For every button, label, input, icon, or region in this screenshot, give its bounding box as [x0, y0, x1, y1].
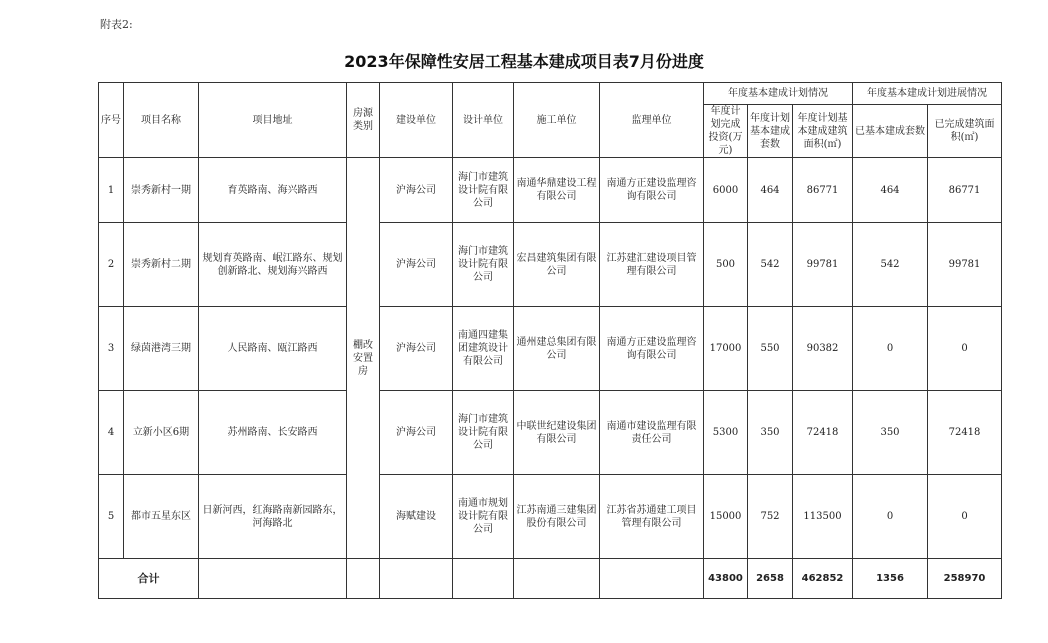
table-row — [99, 223, 1002, 307]
table-row — [99, 307, 1002, 391]
row-done-units: 0 — [853, 475, 928, 559]
row-designer: 海门市建筑设计院有限公司 — [453, 223, 514, 307]
total-investment: 43800 — [704, 559, 748, 599]
row-name: 都市五星东区 — [124, 475, 199, 559]
header-contractor: 施工单位 — [514, 83, 600, 158]
total-done-units: 1356 — [853, 559, 928, 599]
header-plan-area: 年度计划基本建成建筑面积(㎡) — [793, 105, 853, 158]
total-row — [99, 559, 1002, 599]
header-done-area: 已完成建筑面积(㎡) — [928, 105, 1002, 158]
progress-table — [98, 82, 1002, 599]
row-address: 苏州路南、长安路西 — [199, 391, 347, 475]
total-empty-cell — [347, 559, 380, 599]
row-done-area: 99781 — [928, 223, 1002, 307]
row-designer: 南通四建集团建筑设计有限公司 — [453, 307, 514, 391]
row-address: 规划育英路南、岷江路东、规划创新路北、规划海兴路西 — [199, 223, 347, 307]
row-supervisor: 南通市建设监理有限责任公司 — [600, 391, 704, 475]
total-label: 合计 — [99, 559, 199, 599]
row-supervisor: 南通方正建设监理咨询有限公司 — [600, 307, 704, 391]
row-builder: 海赋建设 — [380, 475, 453, 559]
housing-type-cell: 棚改安置房 — [347, 158, 380, 559]
row-contractor: 南通华鼎建设工程有限公司 — [514, 158, 600, 223]
row-done-units: 350 — [853, 391, 928, 475]
row-contractor: 通州建总集团有限公司 — [514, 307, 600, 391]
row-builder: 沪海公司 — [380, 307, 453, 391]
header-progress-group: 年度基本建成计划进展情况 — [853, 83, 1002, 105]
row-area: 99781 — [793, 223, 853, 307]
row-seq: 4 — [99, 391, 124, 475]
header-plan-units: 年度计划基本建成套数 — [748, 105, 793, 158]
row-builder: 沪海公司 — [380, 158, 453, 223]
row-contractor: 中联世纪建设集团有限公司 — [514, 391, 600, 475]
row-seq: 2 — [99, 223, 124, 307]
row-area: 72418 — [793, 391, 853, 475]
row-done-area: 0 — [928, 307, 1002, 391]
attachment-note: 附表2: — [100, 18, 133, 31]
row-done-area: 0 — [928, 475, 1002, 559]
row-address: 人民路南、瓯江路西 — [199, 307, 347, 391]
table-row — [99, 475, 1002, 559]
row-contractor: 江苏南通三建集团股份有限公司 — [514, 475, 600, 559]
row-units: 464 — [748, 158, 793, 223]
row-done-area: 86771 — [928, 158, 1002, 223]
row-contractor: 宏昌建筑集团有限公司 — [514, 223, 600, 307]
row-area: 113500 — [793, 475, 853, 559]
row-builder: 沪海公司 — [380, 391, 453, 475]
row-area: 90382 — [793, 307, 853, 391]
total-done-area: 258970 — [928, 559, 1002, 599]
row-designer: 南通市规划设计院有限公司 — [453, 475, 514, 559]
row-investment: 5300 — [704, 391, 748, 475]
row-supervisor: 南通方正建设监理咨询有限公司 — [600, 158, 704, 223]
total-empty-cell — [600, 559, 704, 599]
header-row-1 — [99, 83, 1002, 105]
row-builder: 沪海公司 — [380, 223, 453, 307]
row-name: 崇秀新村一期 — [124, 158, 199, 223]
header-done-units: 已基本建成套数 — [853, 105, 928, 158]
row-investment: 6000 — [704, 158, 748, 223]
row-name: 立新小区6期 — [124, 391, 199, 475]
row-designer: 海门市建筑设计院有限公司 — [453, 158, 514, 223]
total-units: 2658 — [748, 559, 793, 599]
total-empty-cell — [199, 559, 347, 599]
total-empty-cell — [453, 559, 514, 599]
row-designer: 海门市建筑设计院有限公司 — [453, 391, 514, 475]
row-done-area: 72418 — [928, 391, 1002, 475]
row-units: 350 — [748, 391, 793, 475]
header-address: 项目地址 — [199, 83, 347, 158]
row-seq: 3 — [99, 307, 124, 391]
table-row — [99, 391, 1002, 475]
row-area: 86771 — [793, 158, 853, 223]
header-plan-investment: 年度计划完成投资(万元) — [704, 105, 748, 158]
row-investment: 17000 — [704, 307, 748, 391]
header-designer: 设计单位 — [453, 83, 514, 158]
total-area: 462852 — [793, 559, 853, 599]
header-supervisor: 监理单位 — [600, 83, 704, 158]
total-empty-cell — [380, 559, 453, 599]
row-done-units: 542 — [853, 223, 928, 307]
row-investment: 500 — [704, 223, 748, 307]
row-done-units: 464 — [853, 158, 928, 223]
row-address: 日新河西，红海路南新园路东，河海路北 — [199, 475, 347, 559]
total-empty-cell — [514, 559, 600, 599]
row-supervisor: 江苏建汇建设项目管理有限公司 — [600, 223, 704, 307]
row-supervisor: 江苏省苏通建工项目管理有限公司 — [600, 475, 704, 559]
header-plan-group: 年度基本建成计划情况 — [704, 83, 853, 105]
row-investment: 15000 — [704, 475, 748, 559]
table-row — [99, 158, 1002, 223]
header-name: 项目名称 — [124, 83, 199, 158]
row-name: 绿茵港湾三期 — [124, 307, 199, 391]
row-name: 崇秀新村二期 — [124, 223, 199, 307]
header-housing-type: 房源类别 — [347, 83, 380, 158]
row-units: 550 — [748, 307, 793, 391]
row-done-units: 0 — [853, 307, 928, 391]
row-address: 育英路南、海兴路西 — [199, 158, 347, 223]
header-builder: 建设单位 — [380, 83, 453, 158]
page-title: 2023年保障性安居工程基本建成项目表7月份进度 — [344, 52, 704, 71]
row-seq: 5 — [99, 475, 124, 559]
row-seq: 1 — [99, 158, 124, 223]
header-seq: 序号 — [99, 83, 124, 158]
row-units: 752 — [748, 475, 793, 559]
row-units: 542 — [748, 223, 793, 307]
